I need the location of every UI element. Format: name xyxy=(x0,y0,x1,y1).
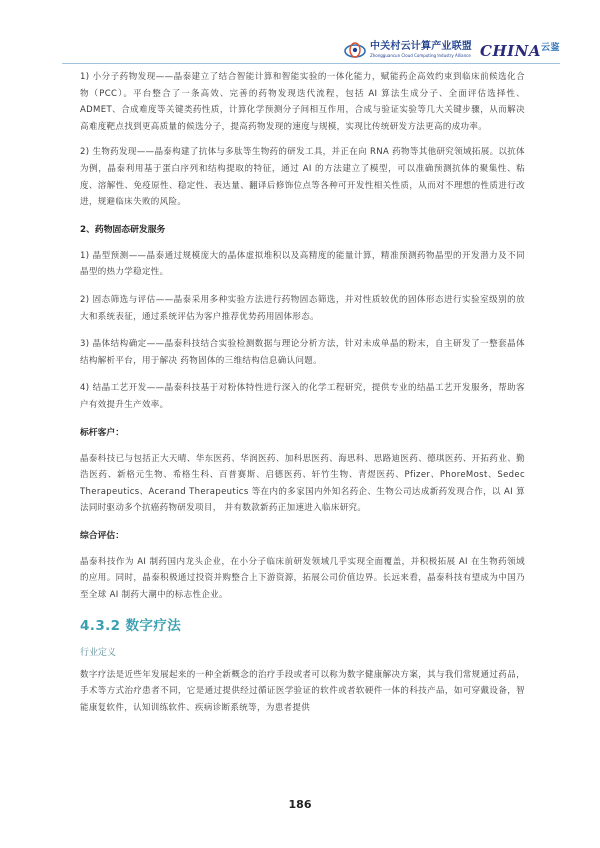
heading-clients: 标杆客户： xyxy=(80,427,124,438)
page-number: 186 xyxy=(288,798,312,811)
logo-main-text: 中关村云计算产业联盟 xyxy=(370,41,472,52)
paragraph-definition: 数字疗法是近些年发展起来的一种全新概念的治疗手段或者可以称为数字健康解决方案，其与我们常规通过药品，手术等方式治疗患者不同，它是通过提供经过循证医学验证的软件或者软硬件一体的科技产品，如可穿戴设备，智能康复软件，认知训练软件、疾病诊断系统等，为患者提供 xyxy=(80,669,525,713)
paragraph-biologics: 2) 生物药发现——晶泰构建了抗体与多肽等生物药的研发工具，并正在向 RNA 药物等其他研究领域拓展。以抗体为例，晶泰利用基于蛋白序列和结构提取的特征，通过 AI 的方法建立了模型，可以准确预测抗体的聚集性、粘度、溶解性、免疫原性、稳定性、表达量、翻译后修饰位点等各种可开发性相关性质，从而对不理想的性质进行改进，规避临床失败的风险。 xyxy=(80,147,525,208)
paragraph-solid-state-screening: 2) 固态筛选与评估——晶泰采用多种实验方法进行药物固态筛选，并对性质较优的固体形态进行实验室级别的放大和系统表征，通过系统评估为客户推荐优势药用固体形态。 xyxy=(80,294,525,322)
page-content xyxy=(80,68,525,716)
paragraph-evaluation: 晶泰科技作为 AI 制药国内龙头企业，在小分子临床前研发领域几乎实现全面覆盖，并积极拓展 AI 在生物药领域的应用。同时，晶泰积极通过投资并购整合上下游资源，拓展公司价值边界。长远来看，晶泰科技有望成为中国乃至全球 AI 制药大潮中的标志性企业。 xyxy=(80,556,525,601)
paragraph-crystallization: 4) 结晶工艺开发——晶泰科技基于对粉体特性进行深入的化学工程研究，提供专业的结晶工艺开发服务，帮助客户有效提升生产效率。 xyxy=(80,383,525,410)
heading-solid-state-services: 2、药物固态研发服务 xyxy=(80,224,166,235)
paragraph-small-molecule: 1) 小分子药物发现——晶泰建立了结合智能计算和智能实验的一体化能力，赋能药企高效约束到临床前候选化合物（PCC）。平台整合了一条高效、完善的药物发现迭代流程，包括 AI 算法生成分子、全面评估选择性、ADMET、合成难度等关键类药性质，计算化学预测分子间相互作用，合成与验证实验等几大关键步骤，从而解决高难度靶点找到更高质量的候选分子，提高药物发现的速度与规模，实现比传统研发方法更高的成功率。 xyxy=(80,72,525,132)
subsection-title: 行业定义 xyxy=(80,647,117,658)
section-title: 4.3.2 数字疗法 xyxy=(80,617,182,634)
zgc-alliance-logo xyxy=(344,41,472,59)
china-logo-text: CHINA xyxy=(480,42,541,60)
header-logos xyxy=(344,36,560,64)
header-divider xyxy=(62,63,560,64)
china-logo-suffix: 云鉴 xyxy=(540,43,560,53)
paragraph-crystal-prediction: 1) 晶型预测——晶泰通过规模庞大的晶体虚拟堆积以及高精度的能量计算，精准预测药物晶型的开发潜力及不同晶型的热力学稳定性。 xyxy=(80,250,525,278)
heading-evaluation: 综合评估： xyxy=(80,530,124,541)
cloud-logo-icon xyxy=(344,41,366,59)
china-logo xyxy=(480,40,560,60)
logo-sub-text: Zhongguancun Cloud Computing Industry Alliance xyxy=(370,53,471,58)
paragraph-clients: 晶泰科技已与包括正大天晴、华东医药、华润医药、加科思医药、海思科、思路迪医药、德琪医药、开拓药业、勤浩医药、新格元生物、希格生科、百普赛斯、启德医药、轩竹生物、青煜医药、Pfizer、PhoreMost、Sedec Therapeutics、Acerand Therapeutics 等在内的多家国内外知名药企、生物公司达成新药发现合作，以 AI 算法同时驱动多个抗癌药物研发项目， 并有数款新药正加速进入临床研究。 xyxy=(80,453,525,514)
paragraph-crystal-structure: 3) 晶体结构确定——晶泰科技结合实验检测数据与理论分析方法，针对未成单晶的粉末，自主研发了一整套晶体结构解析平台，用于解决 药物固体的三维结构信息确认问题。 xyxy=(80,339,525,366)
